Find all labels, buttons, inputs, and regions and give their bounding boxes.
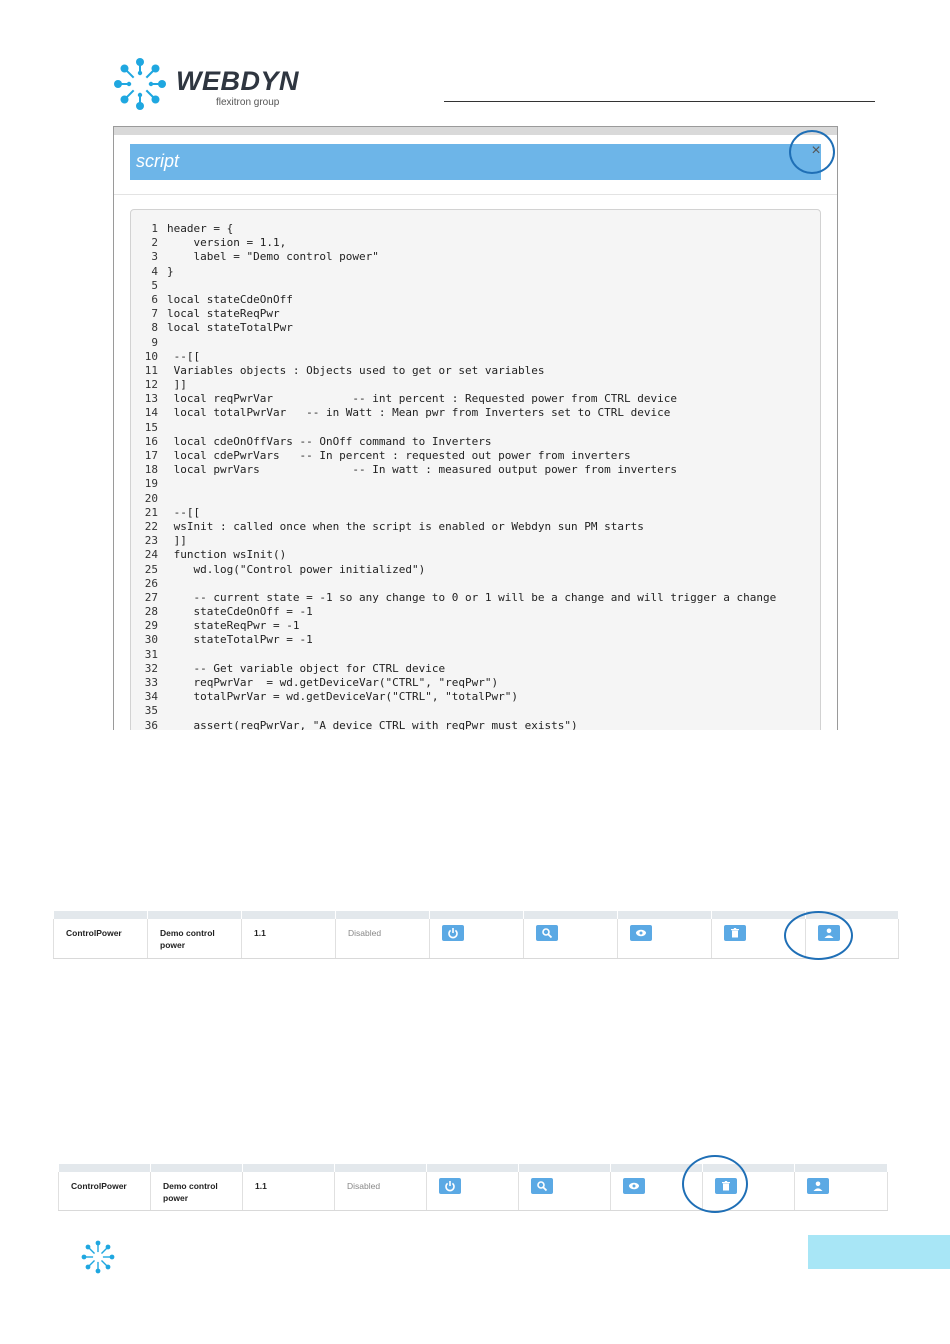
line-number: 22 xyxy=(144,519,158,533)
code-text: -- Get variable object for CTRL device xyxy=(167,661,446,675)
line-number: 15 xyxy=(144,420,158,434)
line-number: 36 xyxy=(144,718,158,730)
script-name: ControlPower xyxy=(59,1172,151,1211)
line-number: 17 xyxy=(144,449,158,462)
eye-icon xyxy=(635,927,647,939)
line-number: 2 xyxy=(151,236,158,250)
code-line xyxy=(131,563,776,577)
line-number: 18 xyxy=(144,463,158,477)
highlight-circle-close xyxy=(789,130,835,174)
code-line xyxy=(131,633,776,647)
code-line xyxy=(131,492,776,506)
modal-background-strip xyxy=(114,127,837,135)
search-icon xyxy=(541,927,553,939)
code-line xyxy=(131,463,776,477)
code-line xyxy=(131,477,776,491)
code-text: label = "Demo control power" xyxy=(167,250,379,264)
code-line xyxy=(131,265,776,279)
line-number: 21 xyxy=(144,505,158,519)
code-line xyxy=(131,506,776,520)
code-line xyxy=(131,662,776,676)
code-text: Variables objects : Objects used to get or set variables xyxy=(167,363,545,377)
line-number: 7 xyxy=(151,307,158,321)
modal-title: script xyxy=(136,151,180,171)
line-number: 8 xyxy=(151,321,158,335)
footer-logo-icon xyxy=(81,1240,115,1274)
code-text: } xyxy=(167,264,174,278)
line-number: 28 xyxy=(144,605,158,619)
code-line xyxy=(131,421,776,435)
code-text: ]] xyxy=(167,378,187,392)
line-number: 25 xyxy=(144,562,158,576)
code-text: wsInit : called once when the script is enabled or Webdyn sun PM starts xyxy=(167,519,644,533)
code-line xyxy=(131,350,776,364)
line-number: 23 xyxy=(144,534,158,548)
code-text: --[[ xyxy=(167,349,201,363)
code-line xyxy=(131,378,776,392)
code-text: local pwrVars -- In watt : measured output power from inverters xyxy=(167,463,677,477)
scripts-table-2 xyxy=(58,1164,888,1211)
power-icon xyxy=(447,927,459,939)
script-label: Demo control power xyxy=(151,1172,243,1211)
code-line xyxy=(131,704,776,718)
table-row xyxy=(54,919,899,959)
eye-icon xyxy=(628,1180,640,1192)
code-line xyxy=(131,222,776,236)
code-text: wd.log("Control power initialized") xyxy=(167,562,426,576)
line-number: 35 xyxy=(144,704,158,718)
code-line xyxy=(131,321,776,335)
footer-page-bar xyxy=(808,1235,950,1269)
enable-button[interactable] xyxy=(442,925,464,941)
code-line xyxy=(131,279,776,293)
script-version: 1.1 xyxy=(243,1172,335,1211)
view-button[interactable] xyxy=(531,1178,553,1194)
assign-user-button[interactable] xyxy=(807,1178,829,1194)
line-number: 5 xyxy=(151,278,158,292)
code-text: local stateCdeOnOff xyxy=(167,292,293,306)
script-version: 1.1 xyxy=(242,919,336,959)
script-status: Disabled xyxy=(336,919,430,959)
code-line xyxy=(131,719,776,730)
line-number: 26 xyxy=(144,576,158,590)
line-number: 16 xyxy=(144,434,158,448)
code-line xyxy=(131,605,776,619)
code-text: local cdeOnOffVars -- OnOff command to Inverters xyxy=(167,434,492,448)
modal-divider xyxy=(114,194,837,195)
code-line xyxy=(131,690,776,704)
code-text: -- current state = -1 so any change to 0 or 1 will be a change and will trigger a change xyxy=(167,590,777,604)
code-text: local stateReqPwr xyxy=(167,307,280,321)
code-text: function wsInit() xyxy=(167,548,287,562)
line-number: 33 xyxy=(144,676,158,689)
line-number: 10 xyxy=(144,349,158,363)
search-icon xyxy=(536,1180,548,1192)
close-icon[interactable]: × xyxy=(811,142,821,159)
line-number: 20 xyxy=(144,491,158,505)
scripts-table-1 xyxy=(53,911,899,959)
line-number: 14 xyxy=(144,406,158,420)
code-line xyxy=(131,648,776,662)
script-modal xyxy=(113,126,838,730)
line-number: 31 xyxy=(144,647,158,661)
view-button[interactable] xyxy=(536,925,558,941)
code-text: local stateTotalPwr xyxy=(167,321,293,335)
delete-button[interactable] xyxy=(724,925,746,941)
highlight-circle-user xyxy=(784,911,853,960)
line-number: 6 xyxy=(151,292,158,306)
brand-name: WEBDYN xyxy=(176,66,299,96)
code-line xyxy=(131,577,776,591)
code-text: version = 1.1, xyxy=(167,236,287,250)
code-text: stateTotalPwr = -1 xyxy=(167,633,313,647)
code-line xyxy=(131,435,776,449)
code-line xyxy=(131,336,776,350)
code-text: assert(reqPwrVar, "A device CTRL with reqPwr must exists") xyxy=(167,718,578,730)
line-number: 34 xyxy=(144,690,158,704)
code-text: local reqPwrVar -- int percent : Requested power from CTRL device xyxy=(167,392,677,406)
code-text: local totalPwrVar -- in Watt : Mean pwr from Inverters set to CTRL device xyxy=(167,406,671,420)
code-text: header = { xyxy=(167,222,234,235)
line-number: 9 xyxy=(151,335,158,349)
script-label: Demo control power xyxy=(148,919,242,959)
code-line xyxy=(131,619,776,633)
line-number: 32 xyxy=(144,661,158,675)
line-number: 19 xyxy=(144,477,158,491)
code-line xyxy=(131,392,776,406)
code-line xyxy=(131,520,776,534)
code-line xyxy=(131,534,776,548)
line-number: 29 xyxy=(144,619,158,633)
code-text: reqPwrVar = wd.getDeviceVar("CTRL", "reqPwr") xyxy=(167,676,499,689)
power-icon xyxy=(444,1180,456,1192)
modal-titlebar xyxy=(130,144,821,180)
header-rule xyxy=(444,101,875,102)
code-line xyxy=(131,293,776,307)
trash-icon xyxy=(729,927,741,939)
code-text: local cdePwrVars -- In percent : requested out power from inverters xyxy=(167,449,631,462)
code-line xyxy=(131,591,776,605)
code-line xyxy=(131,250,776,264)
enable-button[interactable] xyxy=(439,1178,461,1194)
code-text: --[[ xyxy=(167,505,201,519)
user-icon xyxy=(812,1180,824,1192)
highlight-circle-trash xyxy=(682,1155,748,1213)
line-number: 4 xyxy=(151,264,158,278)
code-line xyxy=(131,406,776,420)
code-line xyxy=(131,548,776,562)
line-number: 24 xyxy=(144,548,158,562)
code-text: stateCdeOnOff = -1 xyxy=(167,605,313,619)
code-line xyxy=(131,449,776,463)
table-row xyxy=(59,1172,888,1211)
code-text: totalPwrVar = wd.getDeviceVar("CTRL", "totalPwr") xyxy=(167,690,518,704)
brand-subtitle: flexitron group xyxy=(216,97,280,108)
script-name: ControlPower xyxy=(54,919,148,959)
line-number: 3 xyxy=(151,250,158,264)
line-number: 12 xyxy=(144,378,158,392)
line-number: 30 xyxy=(144,633,158,647)
code-text: ]] xyxy=(167,534,187,548)
line-number: 11 xyxy=(144,363,158,377)
code-line xyxy=(131,236,776,250)
line-number: 1 xyxy=(151,222,158,235)
code-lines xyxy=(131,222,776,730)
line-number: 27 xyxy=(144,590,158,604)
code-line xyxy=(131,307,776,321)
script-status: Disabled xyxy=(335,1172,427,1211)
code-text: stateReqPwr = -1 xyxy=(167,619,300,633)
preview-button[interactable] xyxy=(630,925,652,941)
code-line xyxy=(131,676,776,690)
preview-button[interactable] xyxy=(623,1178,645,1194)
code-line xyxy=(131,364,776,378)
line-number: 13 xyxy=(144,392,158,406)
code-editor[interactable] xyxy=(130,209,821,730)
